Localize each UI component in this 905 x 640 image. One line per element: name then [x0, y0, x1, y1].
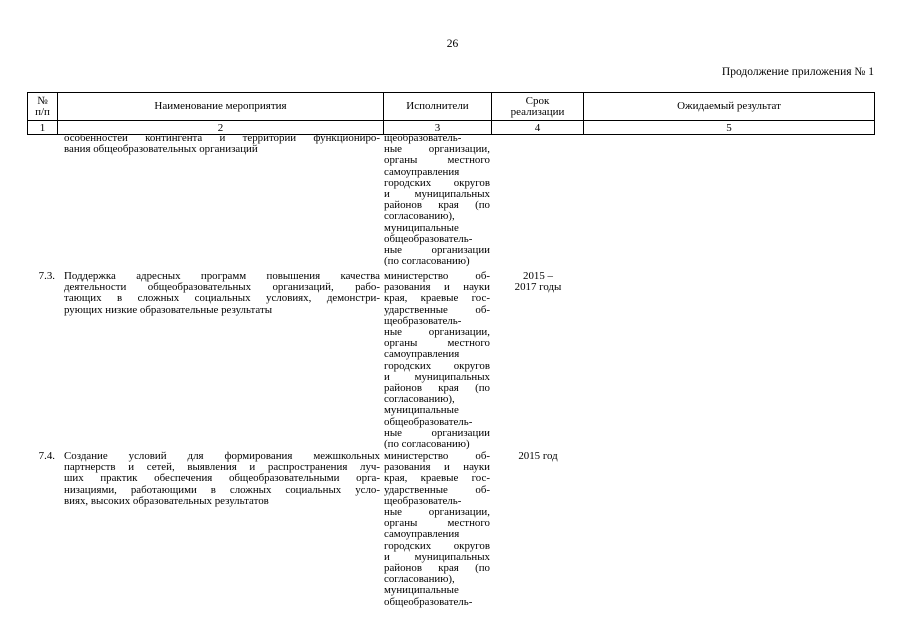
text-line: согласованию), — [384, 394, 455, 406]
column-number: 5 — [584, 121, 875, 135]
text-line: городских округов — [384, 540, 490, 552]
measure-name — [64, 451, 380, 507]
text-line: (по согласованию) — [384, 439, 470, 451]
row-number: 7.4. — [38, 450, 55, 462]
table-body — [27, 134, 874, 640]
text-line: виях, высоких образовательных результатов — [64, 495, 269, 507]
text-line: (по согласованию) — [384, 256, 470, 268]
text-line: низациями, работающими в сложных социальных усло- — [64, 484, 380, 496]
text-line: районов края (по — [384, 563, 490, 575]
text-line: 2017 годы — [514, 282, 562, 294]
text-line: щеобразователь- — [384, 495, 462, 507]
text-line: ударственные об- — [384, 484, 490, 496]
text-line: 2015 – — [523, 271, 553, 282]
text-line: муниципальные — [384, 222, 459, 234]
header-term: Срок реализации — [492, 93, 584, 121]
text-line: и муниципальных — [384, 551, 490, 563]
column-number: 1 — [28, 121, 58, 135]
executors — [384, 271, 490, 450]
text-line: Поддержка адресных программ повышения качества — [64, 271, 380, 282]
text-line: щеобразователь- — [384, 315, 462, 327]
text-line: ные организации — [384, 427, 490, 439]
text-line: городских округов — [384, 177, 490, 189]
page-number: 26 — [446, 38, 459, 50]
text-line: общеобразователь- — [384, 596, 473, 608]
text-line: согласованию), — [384, 211, 455, 223]
text-line: ших практик обеспечения общеобразовательными орга- — [64, 473, 380, 485]
header-expected-result: Ожидаемый результат — [584, 93, 875, 121]
text-line: общеобразователь- — [384, 416, 473, 428]
text-line: щеобразователь- — [384, 134, 462, 144]
text-line: самоуправления — [384, 349, 460, 361]
text-line: городских округов — [384, 360, 490, 372]
header-executors: Исполнители — [384, 93, 492, 121]
header-measure-name: Наименование мероприятия — [58, 93, 384, 121]
text-line: деятельности общеобразовательных организаций, рабо- — [64, 282, 380, 294]
text-line: ные организации, — [384, 507, 490, 519]
executors — [384, 451, 490, 608]
column-number: 2 — [58, 121, 384, 135]
text-line: вания общеобразовательных организаций — [64, 144, 258, 156]
text-line: рующих низкие образовательные результаты — [64, 304, 273, 316]
text-line: районов края (по — [384, 383, 490, 395]
text-line: министерство об- — [384, 271, 490, 282]
text-line: и муниципальных — [384, 189, 490, 201]
text-line: органы местного — [384, 155, 490, 167]
text-line: согласованию), — [384, 574, 455, 586]
measure-name — [64, 134, 380, 155]
text-line: муниципальные — [384, 585, 459, 597]
text-line: Создание условий для формирования межшкольных — [64, 451, 380, 462]
term — [493, 451, 583, 462]
header-number: № п/п — [28, 93, 58, 121]
text-line: органы местного — [384, 518, 490, 530]
term — [493, 271, 583, 293]
plan-table-header — [27, 92, 875, 135]
measure-name — [64, 271, 380, 316]
text-line: края, краевые гос- — [384, 293, 490, 305]
text-line: тающих в сложных социальных условиях, демонстри- — [64, 293, 380, 305]
appendix-note: Продолжение приложения № 1 — [721, 66, 874, 78]
executors — [384, 134, 490, 267]
column-number: 3 — [384, 121, 492, 135]
row-number: 7.3. — [38, 270, 55, 282]
text-line: ные организации, — [384, 327, 490, 339]
text-line: края, краевые гос- — [384, 473, 490, 485]
text-line: самоуправления — [384, 529, 460, 541]
text-line: разования и науки — [384, 282, 490, 294]
text-line: районов края (по — [384, 200, 490, 212]
text-line: ударственные об- — [384, 304, 490, 316]
text-line: и муниципальных — [384, 371, 490, 383]
text-line: самоуправления — [384, 166, 460, 178]
text-line: 2015 год — [518, 451, 558, 462]
text-line: разования и науки — [384, 462, 490, 474]
text-line: органы местного — [384, 338, 490, 350]
text-line: общеобразователь- — [384, 233, 473, 245]
text-line: особенностей контингента и территории функциониро- — [64, 134, 380, 144]
text-line: министерство об- — [384, 451, 490, 462]
text-line: ные организации — [384, 245, 490, 257]
column-numbers-row — [28, 121, 875, 135]
column-number: 4 — [492, 121, 584, 135]
text-line: муниципальные — [384, 405, 459, 417]
text-line: ные организации, — [384, 144, 490, 156]
text-line: партнерств и сетей, выявления и распространения луч- — [64, 462, 380, 474]
